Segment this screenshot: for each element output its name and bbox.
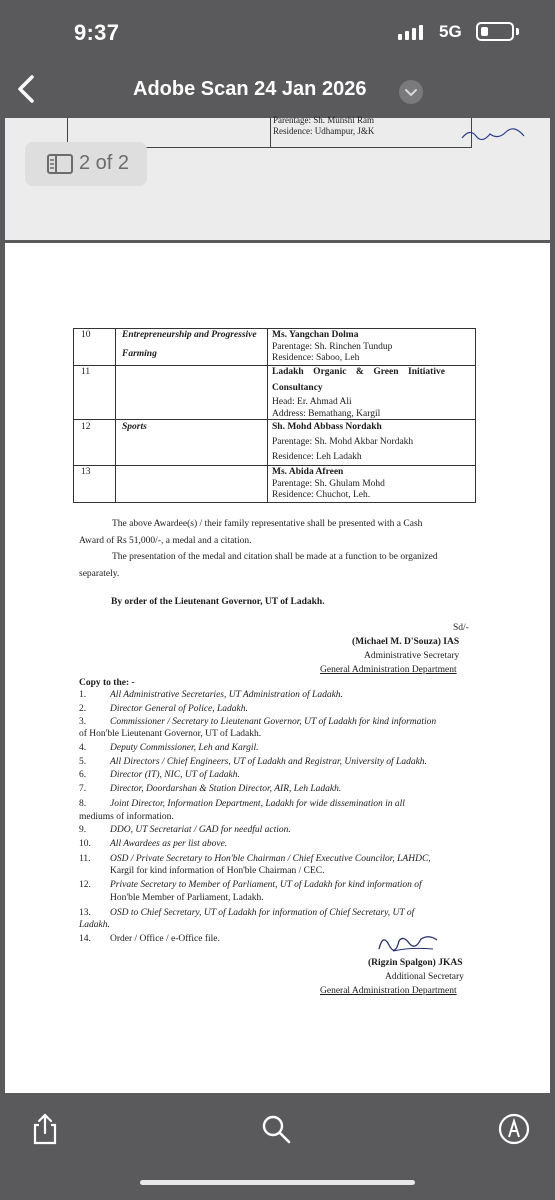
row-number: 12: [81, 422, 91, 432]
signatory-title: Administrative Secretary: [364, 651, 460, 661]
copy-num: 5.: [79, 757, 87, 767]
order-line: By order of the Lieutenant Governor, UT of Ladakh.: [111, 597, 325, 607]
markup-icon[interactable]: [496, 1111, 532, 1147]
copy-item: Director, Doordarshan & Station Director, AIR, Leh Ladakh.: [110, 784, 342, 794]
signal-icon: [398, 25, 423, 40]
row-category: Farming: [122, 349, 157, 359]
table-line: [73, 365, 476, 366]
copy-num: 13.: [79, 908, 91, 918]
copy-num: 1.: [79, 690, 87, 700]
prev-residence: Residence: Udhampur, J&K: [273, 126, 375, 136]
document-content: [5, 243, 550, 1093]
row-number: 13: [81, 467, 91, 477]
row-name: Ladakh Organic & Green Initiative: [272, 367, 445, 377]
row-detail: Parentage: Sh. Rinchen Tundup: [272, 342, 393, 352]
status-time: 9:37: [74, 20, 120, 45]
copy-item: All Administrative Secretaries, UT Administration of Ladakh.: [110, 690, 343, 700]
search-icon[interactable]: [258, 1111, 294, 1147]
copy-num: 3.: [79, 717, 87, 727]
table-line: [73, 419, 476, 420]
copy-num: 4.: [79, 743, 87, 753]
signatory2-title: Additional Secretary: [385, 972, 464, 982]
table-line: [115, 328, 116, 502]
paragraph: The presentation of the medal and citation shall be made at a function to be organized: [112, 552, 438, 562]
copy-item-cont: Hon'ble Member of Parliament, Ladakh.: [110, 893, 264, 903]
home-indicator[interactable]: [140, 1180, 415, 1185]
copy-num: 8.: [79, 799, 87, 809]
signatory-name: (Michael M. D'Souza) IAS: [352, 637, 460, 647]
document-title[interactable]: Adobe Scan 24 Jan 2026: [133, 78, 367, 100]
signatory2-name: (Rigzin Spalgon) JKAS: [368, 958, 463, 968]
row-category: Sports: [122, 422, 147, 432]
prev-table-divider: [270, 118, 271, 148]
copy-num: 12.: [79, 880, 91, 890]
copy-num: 11.: [79, 854, 91, 864]
copy-heading: Copy to the: -: [79, 678, 135, 688]
page-indicator[interactable]: [25, 142, 147, 186]
battery-icon: [476, 22, 514, 41]
copy-item-cont: Ladakh.: [79, 920, 110, 930]
sd-mark: Sd/-: [453, 623, 469, 633]
signatory-dept: General Administration Department: [320, 665, 457, 675]
scanned-page[interactable]: [5, 243, 550, 1093]
signature-mark: [375, 931, 445, 955]
chevron-down-icon[interactable]: [399, 80, 423, 104]
row-detail: Residence: Leh Ladakh: [272, 452, 362, 462]
table-line: [73, 328, 74, 502]
signatory2-dept: General Administration Department: [320, 986, 457, 996]
copy-num: 7.: [79, 784, 87, 794]
row-detail: Residence: Chuchot, Leh.: [272, 490, 371, 500]
copy-num: 9.: [79, 825, 87, 835]
row-detail: Residence: Saboo, Leh: [272, 353, 360, 363]
copy-item: All Awardees as per list above.: [110, 839, 228, 849]
table-line: [73, 328, 476, 329]
network-type: 5G: [439, 22, 462, 41]
table-line: [267, 328, 268, 502]
copy-item-cont: Kargil for kind information of Hon'ble Chairman / CEC.: [110, 866, 325, 876]
row-category: Entrepreneurship and Progressive: [122, 330, 257, 340]
copy-item: All Directors / Chief Engineers, UT of Ladakh and Registrar, University of Ladakh.: [110, 757, 427, 767]
paragraph: The above Awardee(s) / their family representative shall be presented with a Cash: [112, 519, 423, 529]
row-name: Consultancy: [272, 383, 323, 393]
page-indicator-label: 2 of 2: [79, 152, 130, 174]
page-icon: [47, 154, 73, 174]
copy-item-cont: of Hon'ble Lieutenant Governor, UT of Ladakh.: [79, 729, 262, 739]
copy-item: OSD to Chief Secretary, UT of Ladakh for information of Chief Secretary, UT of: [110, 908, 415, 918]
row-name: Ms. Abida Afreen: [272, 467, 344, 477]
paragraph: Award of Rs 51,000/-, a medal and a citation.: [79, 536, 252, 546]
copy-item: Commissioner / Secretary to Lieutenant Governor, UT of Ladakh for kind information: [110, 717, 437, 727]
copy-item: OSD / Private Secretary to Hon'ble Chairman / Chief Executive Councilor, LAHDC,: [110, 854, 431, 864]
row-detail: Parentage: Sh. Ghulam Mohd: [272, 479, 385, 489]
row-name: Sh. Mohd Abbass Nordakh: [272, 422, 382, 432]
battery-cap: [516, 28, 519, 35]
table-line: [475, 328, 476, 502]
copy-num: 14.: [79, 934, 91, 944]
row-name: Ms. Yangchan Dolma: [272, 330, 359, 340]
copy-item: Private Secretary to Member of Parliament, UT of Ladakh for kind information of: [110, 880, 422, 890]
row-detail: Address: Bemathang, Kargil: [272, 409, 381, 419]
copy-item: DDO, UT Secretariat / GAD for needful action.: [110, 825, 291, 835]
row-detail: Parentage: Sh. Mohd Akbar Nordakh: [272, 437, 414, 447]
row-number: 10: [81, 330, 91, 340]
copy-item: Director General of Police, Ladakh.: [110, 704, 248, 714]
copy-item: Order / Office / e-Office file.: [110, 934, 220, 944]
copy-num: 6.: [79, 770, 87, 780]
copy-num: 10.: [79, 839, 91, 849]
copy-item-cont: mediums of information.: [79, 812, 174, 822]
back-icon[interactable]: [12, 72, 40, 106]
status-bar: [0, 0, 555, 62]
prev-parentage: Parentage: Sh. Munshi Ram: [273, 115, 374, 125]
share-icon[interactable]: [27, 1111, 63, 1147]
table-line: [73, 502, 476, 503]
prev-signature: [460, 126, 530, 144]
copy-num: 2.: [79, 704, 87, 714]
paragraph: separately.: [79, 569, 120, 579]
previous-page[interactable]: [5, 115, 550, 240]
row-number: 11: [81, 367, 91, 377]
table-line: [73, 465, 476, 466]
copy-item: Deputy Commissioner, Leh and Kargil.: [110, 743, 259, 753]
copy-item: Director (IT), NIC, UT of Ladakh.: [110, 770, 240, 780]
top-bar: [0, 62, 555, 118]
copy-item: Joint Director, Information Department, Ladakh for wide dissemination in all: [110, 799, 405, 809]
row-detail: Head: Er. Ahmad Ali: [272, 397, 352, 407]
